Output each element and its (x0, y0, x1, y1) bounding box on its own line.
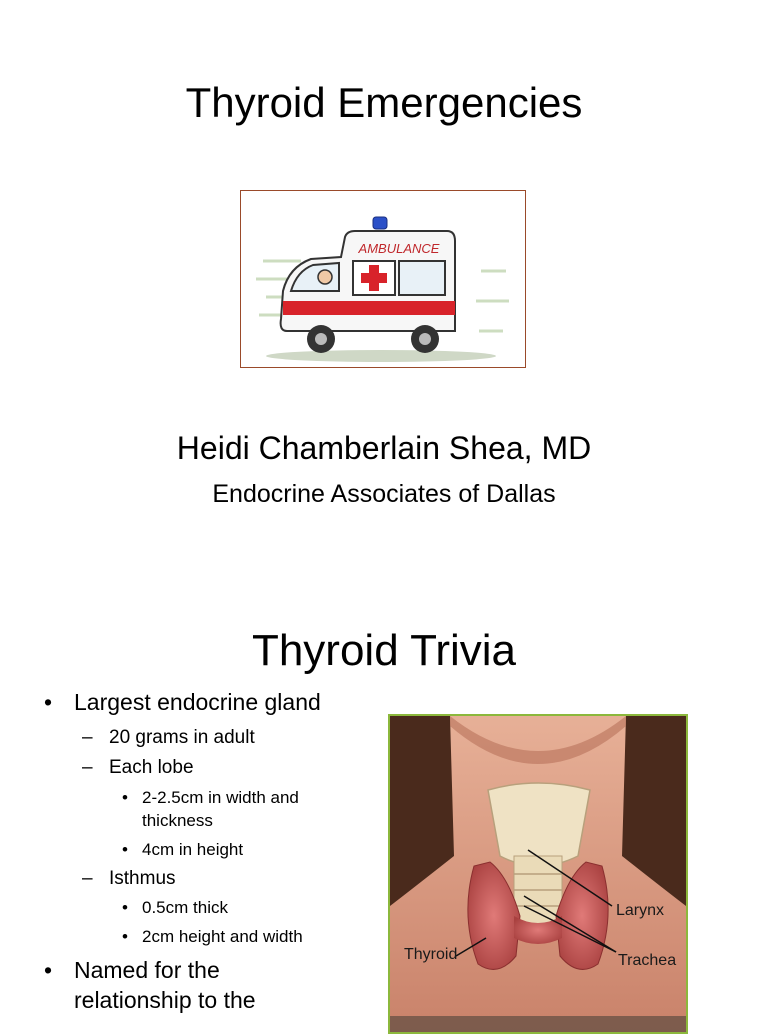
ambulance-sign-text: AMBULANCE (358, 241, 440, 256)
sub-sub-bullet-item: • 2-2.5cm in width and (122, 788, 299, 807)
thyroid-anatomy-illustration (390, 716, 686, 1032)
bullet-item: • Named for the (44, 957, 220, 983)
sub-sub-bullet-item: • 0.5cm thick (122, 898, 228, 917)
trachea-label: Trachea (618, 952, 677, 969)
sub-bullet-item: – 20 grams in adult (82, 727, 255, 748)
slide-thyroid-trivia (0, 580, 768, 1024)
larynx-label: Larynx (616, 902, 665, 919)
thyroid-label: Thyroid (404, 946, 458, 963)
bullet-continuation: relationship to the (74, 987, 256, 1013)
sub-bullet-item: – Isthmus (82, 868, 176, 889)
thyroid-anatomy-image (388, 714, 688, 1034)
author-affiliation: Endocrine Associates of Dallas (212, 480, 556, 508)
sub-sub-bullet-item: • 2cm height and width (122, 927, 303, 946)
bullet-item: • Largest endocrine gland (44, 689, 321, 715)
sub-bullet-item: – Each lobe (82, 757, 194, 778)
ambulance-illustration (241, 191, 526, 368)
slide-trivia-heading: Thyroid Trivia (251, 626, 517, 675)
sub-sub-bullet-continuation: thickness (142, 811, 213, 830)
slide-title-heading: Thyroid Emergencies (185, 79, 583, 126)
sub-sub-bullet-item: • 4cm in height (122, 840, 244, 859)
ambulance-image (240, 190, 526, 368)
author-name: Heidi Chamberlain Shea, MD (176, 430, 592, 466)
